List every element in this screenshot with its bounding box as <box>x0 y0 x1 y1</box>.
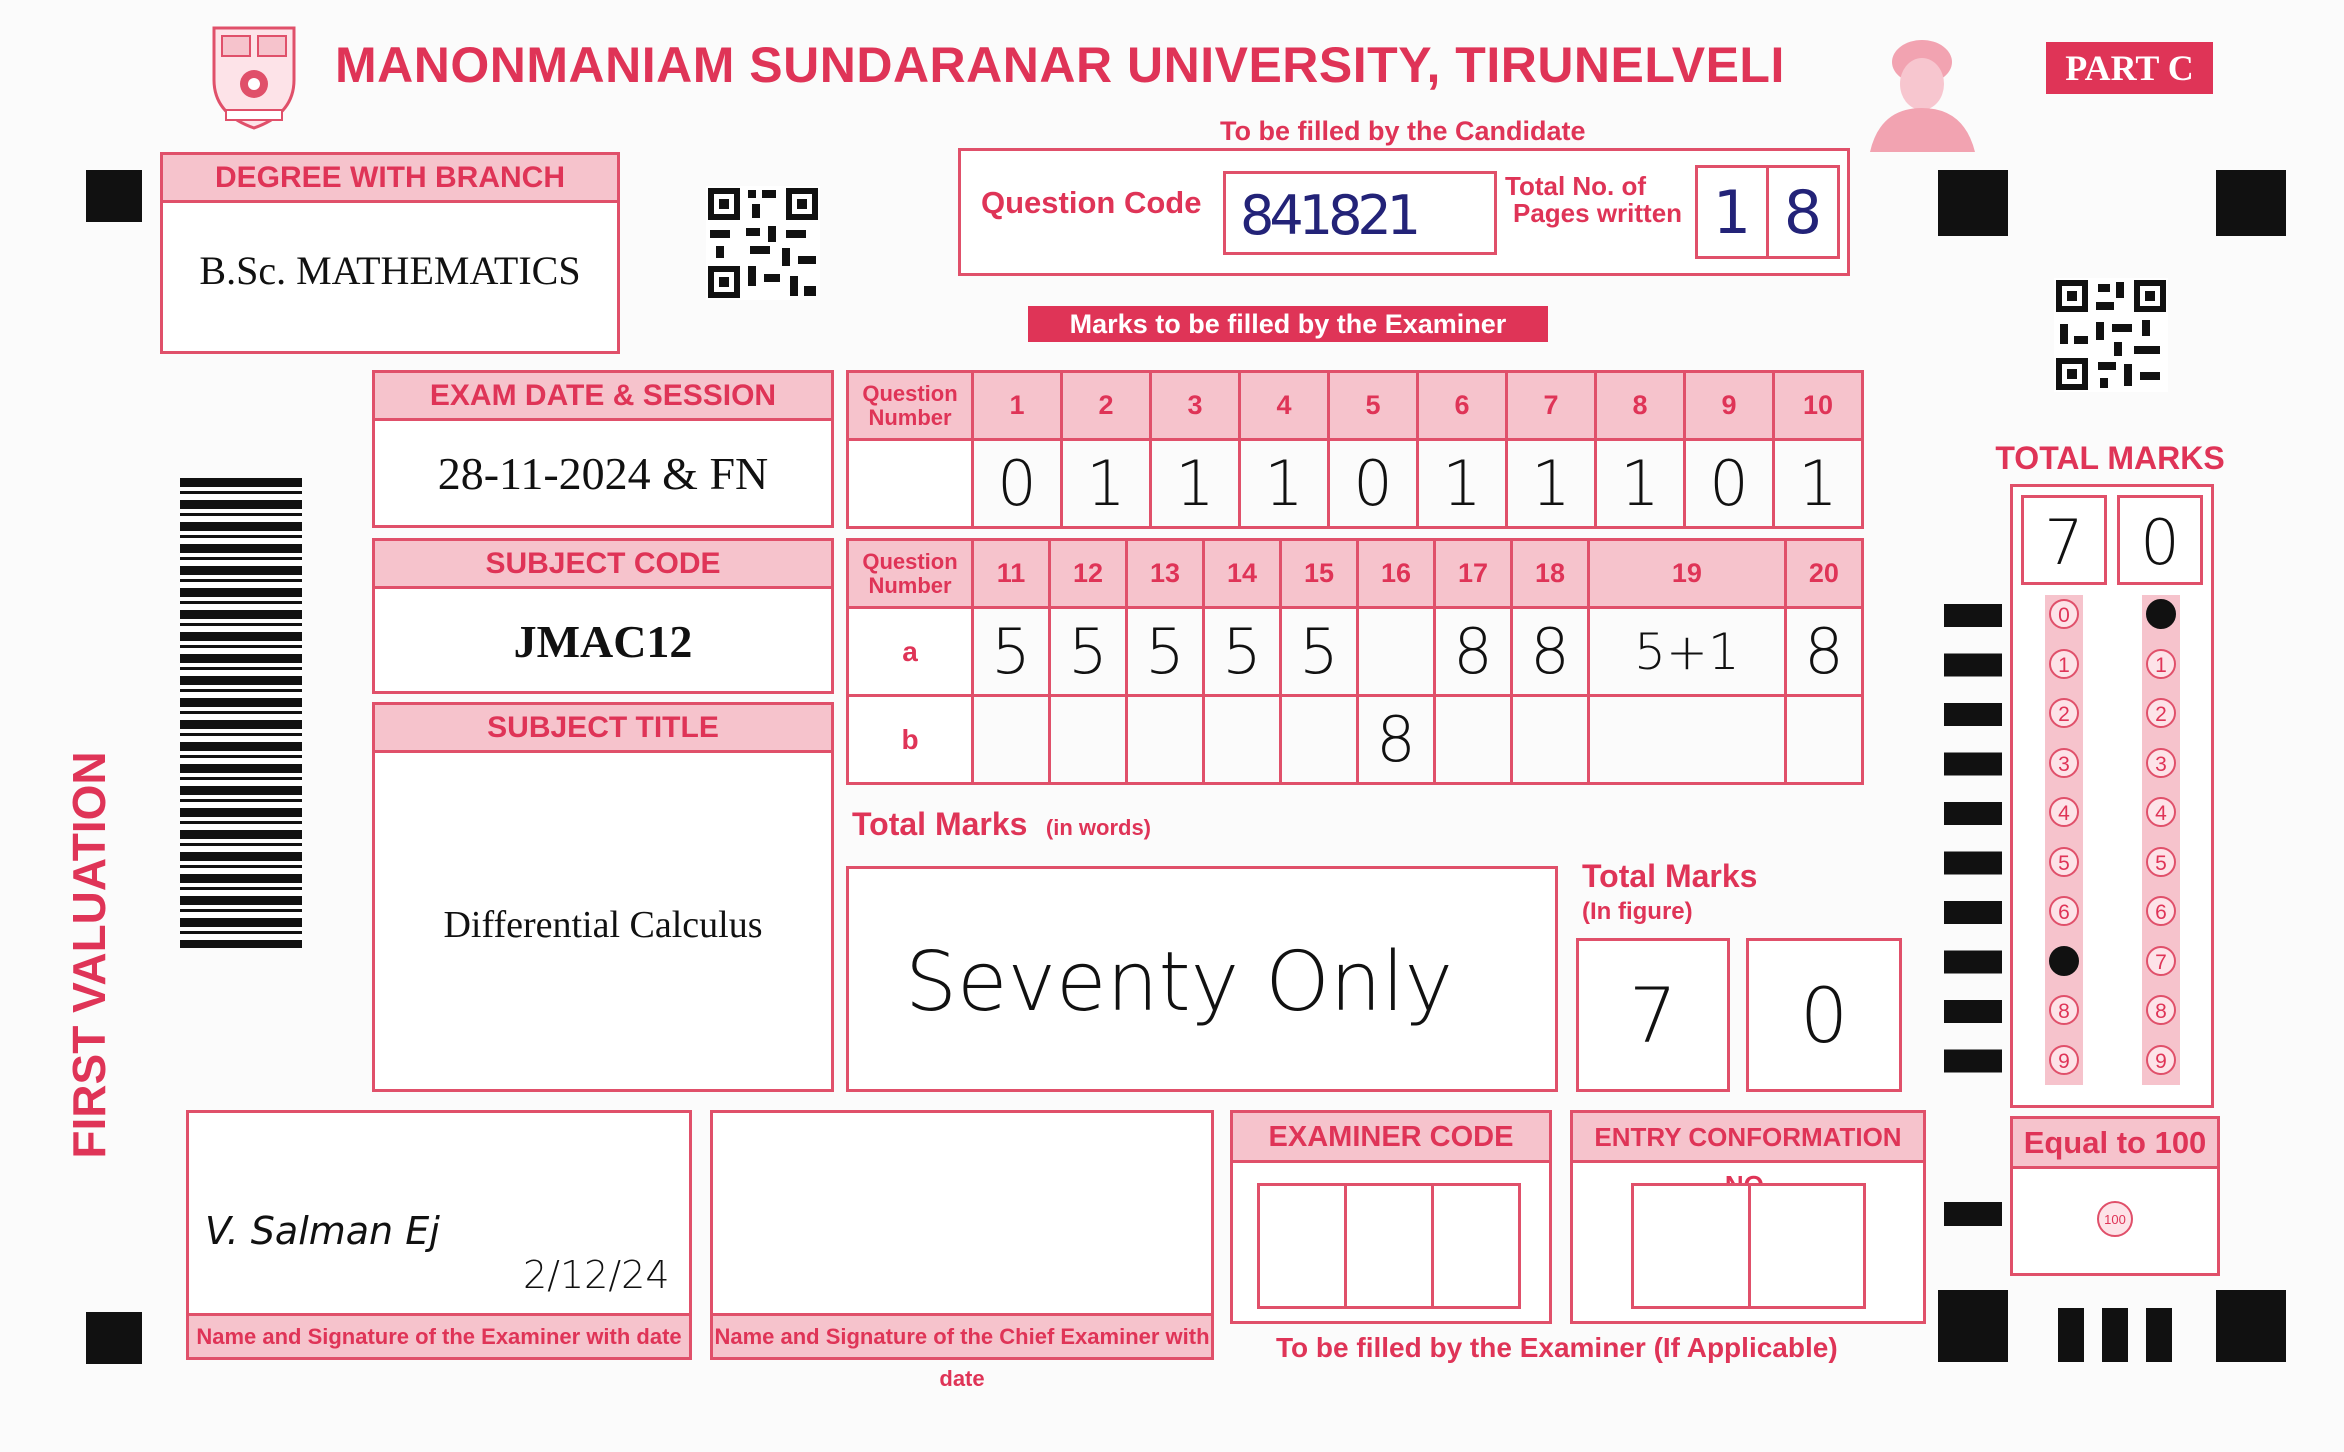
units-bubble-3[interactable]: 3 <box>2146 748 2176 778</box>
units-bubble-2[interactable]: 2 <box>2146 698 2176 728</box>
total-figure-digit-2: 0 <box>1799 971 1849 1060</box>
question-label-line1: Question <box>862 380 958 406</box>
row-b-label: b <box>848 696 973 784</box>
question-number: 1 <box>973 372 1062 440</box>
question-code-field[interactable] <box>1223 171 1497 255</box>
units-bubble-4[interactable]: 4 <box>2146 797 2176 827</box>
units-bubble-0[interactable] <box>2146 599 2176 629</box>
question-label-line2: Number <box>868 404 952 430</box>
entry-no-field-1[interactable] <box>1631 1183 1751 1309</box>
mark-cell[interactable]: 1 <box>1596 440 1685 528</box>
mark-cell[interactable]: 5 <box>1050 608 1127 696</box>
total-figure-sub: (In figure) <box>1582 898 1693 925</box>
candidate-note: To be filled by the Candidate <box>1220 116 1586 146</box>
timing-mark <box>2146 1308 2172 1362</box>
total-figure-label: Total Marks <box>1582 858 1758 894</box>
question-number: 18 <box>1512 540 1589 608</box>
mark-cell[interactable]: 8 <box>1512 608 1589 696</box>
degree-label: DEGREE WITH BRANCH <box>163 155 617 203</box>
mark-cell[interactable] <box>1358 608 1435 696</box>
mark-cell[interactable]: 0 <box>1329 440 1418 528</box>
tens-bubble-5[interactable]: 5 <box>2049 847 2079 877</box>
registration-mark <box>86 170 142 222</box>
chief-signature-box <box>710 1110 1214 1391</box>
mark-cell[interactable] <box>1589 696 1786 784</box>
registration-mark <box>1938 170 2008 236</box>
equal-to-100-box <box>2010 1116 2220 1276</box>
mark-cell[interactable] <box>1127 696 1204 784</box>
tens-bubble-1[interactable]: 1 <box>2049 649 2079 679</box>
subject-title-value: Differential Calculus <box>443 904 763 946</box>
total-words-box[interactable] <box>846 866 1558 1092</box>
tens-bubble-8[interactable]: 8 <box>2049 995 2079 1025</box>
mark-cell[interactable]: 1 <box>1151 440 1240 528</box>
mark-cell[interactable]: 0 <box>973 440 1062 528</box>
first-valuation-label: FIRST VALUATION <box>63 751 115 1159</box>
question-number: 5 <box>1329 372 1418 440</box>
chief-signature-label: Name and Signature of the Chief Examiner with date <box>713 1313 1211 1357</box>
registration-mark <box>1938 1290 2008 1362</box>
marks-row-label <box>848 440 973 528</box>
mark-cell[interactable]: 8 <box>1435 608 1512 696</box>
footer-note: To be filled by the Examiner (If Applicable) <box>1276 1332 1838 1363</box>
question-number: 2 <box>1062 372 1151 440</box>
degree-box <box>160 152 620 354</box>
examiner-note: Marks to be filled by the Examiner <box>1069 309 1507 339</box>
total-words-sub: (in words) <box>1045 815 1152 840</box>
total-words-label: Total Marks <box>852 806 1028 842</box>
pages-digit-1: 1 <box>1712 178 1752 248</box>
timing-marks <box>1944 604 2002 1074</box>
registration-mark <box>86 1312 142 1364</box>
units-bubble-8[interactable]: 8 <box>2146 995 2176 1025</box>
question-number: 15 <box>1281 540 1358 608</box>
question-number-label <box>848 372 973 440</box>
examiner-code-label: EXAMINER CODE <box>1233 1113 1549 1163</box>
question-number: 14 <box>1204 540 1281 608</box>
mark-cell[interactable]: 5 <box>973 608 1050 696</box>
exam-date-box <box>372 370 834 528</box>
pages-digit-2-box[interactable] <box>1766 165 1840 259</box>
mark-cell[interactable] <box>1512 696 1589 784</box>
timing-mark <box>1944 1202 2002 1226</box>
mark-cell[interactable]: 1 <box>1774 440 1863 528</box>
registration-mark <box>2216 170 2286 236</box>
pages-label-line1: Total No. of <box>1505 171 1647 201</box>
units-bubble-7[interactable]: 7 <box>2146 946 2176 976</box>
subject-title-label: SUBJECT TITLE <box>375 705 831 753</box>
question-number-label <box>848 540 973 608</box>
subject-code-box <box>372 538 834 694</box>
marks-grid-top <box>846 370 1864 529</box>
total-words-heading <box>852 806 1151 843</box>
marks-row-a <box>848 608 1863 696</box>
total-marks-digit-1-box[interactable] <box>2021 495 2107 585</box>
examiner-code-field-1[interactable] <box>1257 1183 1347 1309</box>
examiner-code-field-3[interactable] <box>1431 1183 1521 1309</box>
question-code-box <box>958 148 1850 276</box>
timing-mark <box>2102 1308 2128 1362</box>
mark-cell[interactable] <box>1785 696 1862 784</box>
mark-cell[interactable]: 1 <box>1507 440 1596 528</box>
mark-cell[interactable]: 0 <box>1685 440 1774 528</box>
university-crest-icon <box>208 22 300 132</box>
question-number: 19 <box>1589 540 1786 608</box>
total-figure-digit-2-box[interactable] <box>1746 938 1902 1092</box>
examiner-code-field-2[interactable] <box>1344 1183 1434 1309</box>
qr-code-icon <box>706 186 820 300</box>
marks-grid-bottom <box>846 538 1864 785</box>
examiner-signature-date: 2/12/24 <box>523 1253 670 1297</box>
part-label: PART C <box>2065 48 2194 88</box>
question-number: 3 <box>1151 372 1240 440</box>
exam-date-label: EXAM DATE & SESSION <box>375 373 831 421</box>
question-number: 4 <box>1240 372 1329 440</box>
question-label-line2: Number <box>868 572 952 598</box>
question-number: 9 <box>1685 372 1774 440</box>
total-marks-digit-2: 0 <box>2140 506 2180 579</box>
side-label <box>62 751 115 1159</box>
barcode <box>180 478 302 948</box>
question-code-label: Question Code <box>981 185 1202 220</box>
units-bubble-1[interactable]: 1 <box>2146 649 2176 679</box>
tens-bubble-0[interactable]: 0 <box>2049 599 2079 629</box>
row-a-label: a <box>848 608 973 696</box>
pages-digit-1-box[interactable] <box>1695 165 1769 259</box>
mark-cell[interactable]: 1 <box>1240 440 1329 528</box>
question-number: 17 <box>1435 540 1512 608</box>
mark-cell[interactable]: 5 <box>1281 608 1358 696</box>
subject-code-label: SUBJECT CODE <box>375 541 831 589</box>
degree-value: B.Sc. MATHEMATICS <box>199 248 581 293</box>
examiner-code-box <box>1230 1110 1552 1324</box>
units-bubble-6[interactable]: 6 <box>2146 896 2176 926</box>
pages-label-line2: Pages written <box>1513 198 1683 228</box>
mark-cell[interactable] <box>1435 696 1512 784</box>
pages-digit-2: 8 <box>1783 178 1823 248</box>
question-number: 20 <box>1785 540 1862 608</box>
examiner-signature-box <box>186 1110 692 1360</box>
mark-cell[interactable]: 8 <box>1358 696 1435 784</box>
total-marks-panel <box>2010 484 2214 1108</box>
entry-no-box <box>1570 1110 1926 1324</box>
question-number: 11 <box>973 540 1050 608</box>
question-number: 7 <box>1507 372 1596 440</box>
mark-cell[interactable] <box>1050 696 1127 784</box>
question-number: 8 <box>1596 372 1685 440</box>
bubble-100[interactable]: 100 <box>2097 1201 2133 1237</box>
subject-code-value: JMAC12 <box>513 616 693 667</box>
examiner-signature-label: Name and Signature of the Examiner with date <box>189 1313 689 1357</box>
mark-cell[interactable] <box>1204 696 1281 784</box>
examiner-note-banner <box>1028 306 1548 342</box>
question-number: 10 <box>1774 372 1863 440</box>
mark-cell[interactable]: 5 <box>1204 608 1281 696</box>
examiner-signature-name: V. Salman Ej <box>205 1209 440 1253</box>
total-marks-panel-label: TOTAL MARKS <box>1995 440 2225 476</box>
mark-cell[interactable] <box>973 696 1050 784</box>
question-number: 13 <box>1127 540 1204 608</box>
question-code-value: 841821 <box>1240 184 1417 247</box>
mark-cell[interactable]: 5+1 <box>1589 608 1786 696</box>
mark-cell[interactable]: 8 <box>1785 608 1862 696</box>
units-bubble-5[interactable]: 5 <box>2146 847 2176 877</box>
entry-no-field-2[interactable] <box>1748 1183 1866 1309</box>
total-marks-digit-2-box[interactable] <box>2117 495 2203 585</box>
part-badge <box>2046 42 2213 94</box>
entry-no-label: ENTRY CONFORMATION <box>1573 1113 1923 1163</box>
tens-bubble-9[interactable]: 9 <box>2049 1045 2079 1075</box>
total-words-value: Seventy Only <box>905 935 1454 1030</box>
subject-title-box <box>372 702 834 1092</box>
marks-row <box>848 440 1863 528</box>
tens-bubble-7[interactable] <box>2049 946 2079 976</box>
marks-row-b <box>848 696 1863 784</box>
tens-bubble-2[interactable]: 2 <box>2049 698 2079 728</box>
pages-label <box>1505 173 1682 227</box>
mark-cell[interactable]: 1 <box>1062 440 1151 528</box>
registration-mark <box>2216 1290 2286 1362</box>
mark-cell[interactable]: 5 <box>1127 608 1204 696</box>
exam-date-value: 28-11-2024 & FN <box>437 448 769 499</box>
question-number: 16 <box>1358 540 1435 608</box>
question-number: 6 <box>1418 372 1507 440</box>
qr-code-icon <box>2054 278 2168 392</box>
tens-bubble-6[interactable]: 6 <box>2049 896 2079 926</box>
total-marks-digit-1: 7 <box>2044 506 2084 579</box>
question-label-line1: Question <box>862 548 958 574</box>
question-number-row <box>848 372 1863 440</box>
university-title: MANONMANIAM SUNDARANAR UNIVERSITY, TIRUNELVELI <box>335 37 1785 93</box>
tens-bubble-4[interactable]: 4 <box>2049 797 2079 827</box>
units-bubble-9[interactable]: 9 <box>2146 1045 2176 1075</box>
mark-cell[interactable]: 1 <box>1418 440 1507 528</box>
total-figure-digit-1-box[interactable] <box>1576 938 1730 1092</box>
equal-to-100-label: Equal to 100 <box>2013 1119 2217 1169</box>
timing-mark <box>2058 1308 2084 1362</box>
tens-bubble-3[interactable]: 3 <box>2049 748 2079 778</box>
total-figure-digit-1: 7 <box>1628 971 1678 1060</box>
mark-cell[interactable] <box>1281 696 1358 784</box>
question-number-row <box>848 540 1863 608</box>
question-number: 12 <box>1050 540 1127 608</box>
founder-portrait <box>1860 24 1985 152</box>
